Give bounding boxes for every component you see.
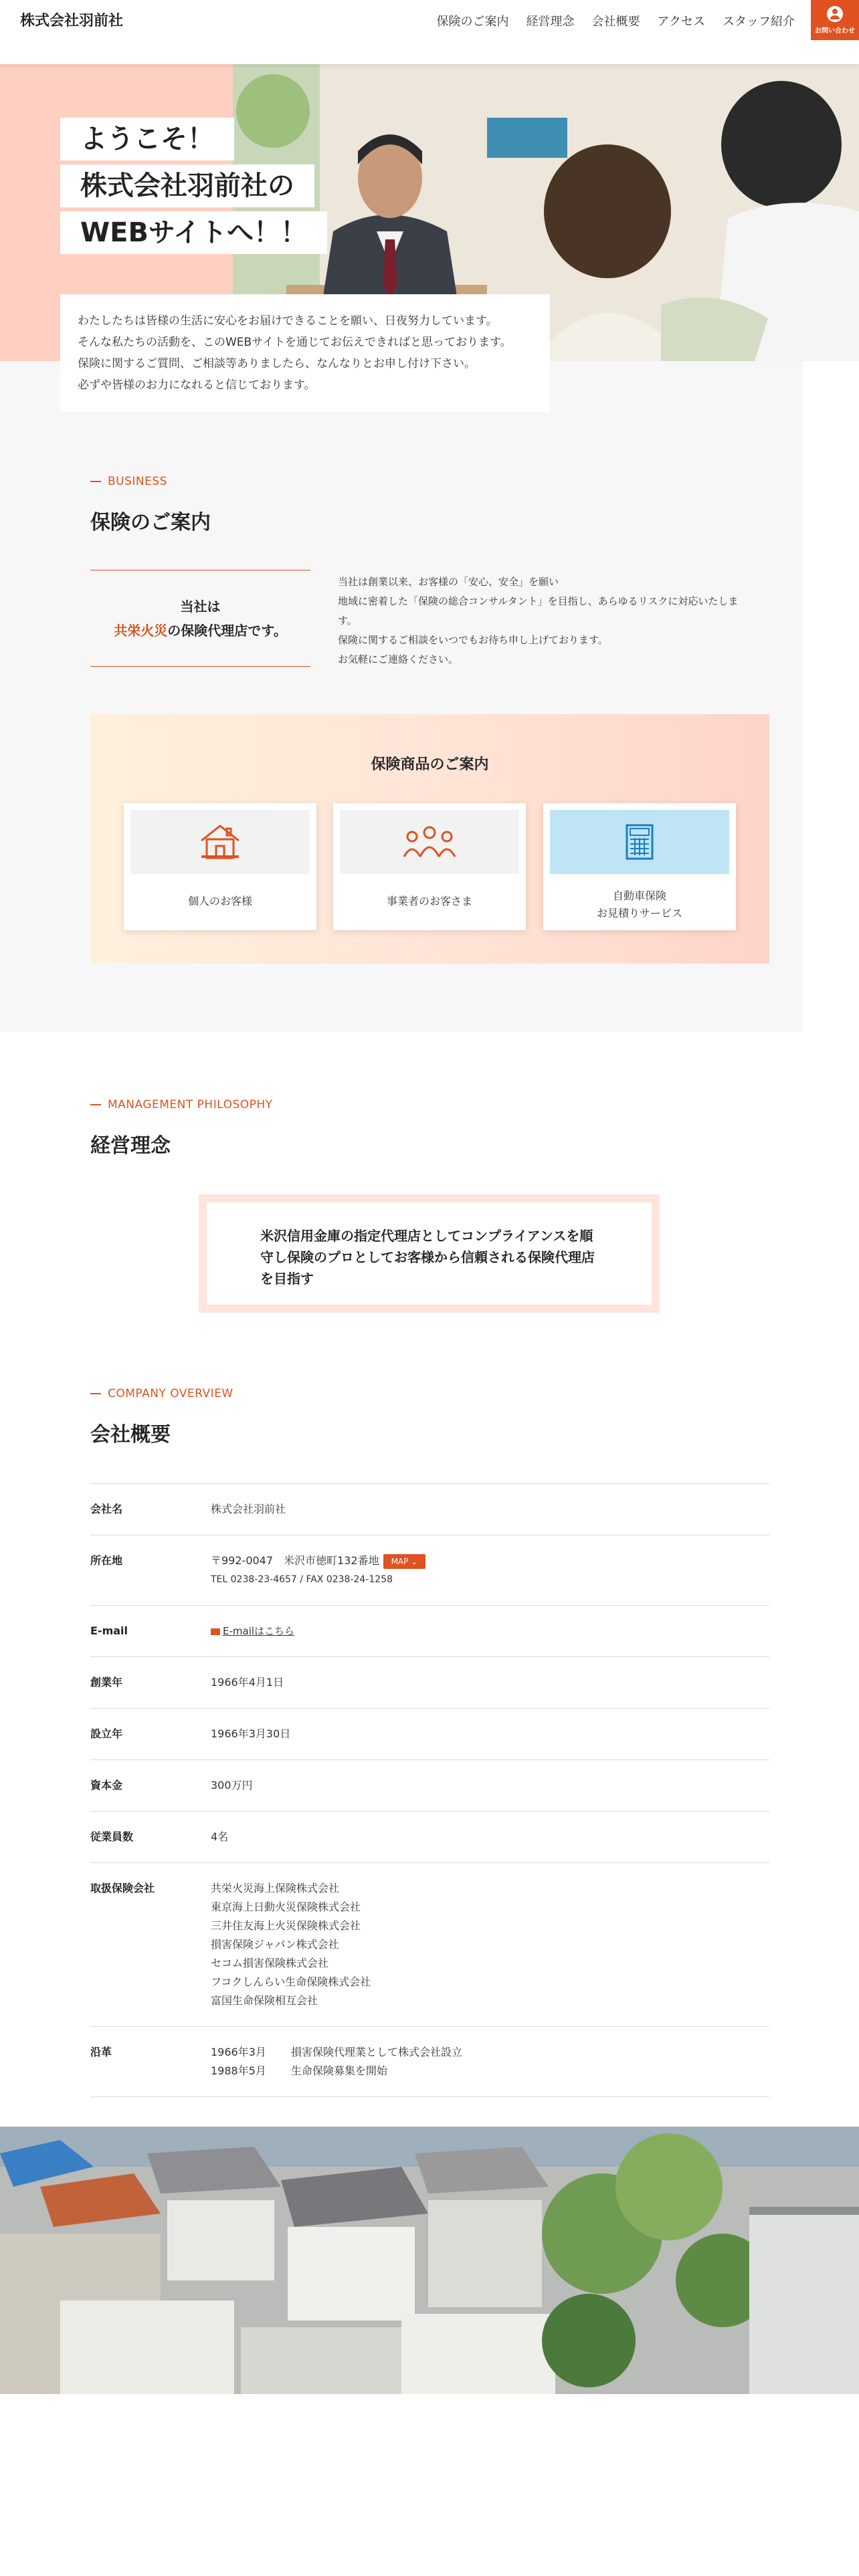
philosophy-statement-box	[199, 1194, 660, 1313]
row-value	[211, 1622, 769, 1640]
insurer-item: 富国生命保険相互会社	[211, 1994, 318, 2007]
people-icon	[401, 825, 458, 859]
agency-text-line: 地域に密着した「保険の総合コンサルタント」を目指し、あらゆるリスクに対応いたしま	[338, 595, 739, 607]
philosophy-line: 米沢信用金庫の指定代理店としてコンプライアンスを順	[260, 1228, 593, 1244]
insurer-item: 共栄火災海上保険株式会社	[211, 1882, 340, 1895]
agency-text-line: 保険に関するご相談をいつでもお待ち申し上げております。	[338, 634, 608, 646]
row-key: 所在地	[90, 1554, 123, 1567]
envelope-icon	[211, 1628, 220, 1635]
address-text: 〒992-0047 米沢市徳町132番地	[211, 1554, 379, 1567]
table-row	[90, 1483, 769, 1535]
calculator-icon	[625, 823, 654, 861]
row-value: 1966年4月1日	[211, 1676, 284, 1689]
products-panel	[90, 714, 769, 964]
user-icon	[827, 6, 843, 22]
row-value	[211, 1551, 769, 1589]
philosophy-line: 守し保険のプロとしてお客様から信頼される保険代理店	[260, 1249, 595, 1265]
nav-access[interactable]: アクセス	[657, 15, 705, 29]
agency-text-line: 当社は創業以来、お客様の「安心、安全」を願い	[338, 576, 559, 588]
tel-fax: TEL 0238-23-4657 / FAX 0238-24-1258	[211, 1574, 393, 1585]
philosophy-statement	[260, 1225, 608, 1289]
product-card-auto[interactable]	[543, 803, 736, 930]
contact-button[interactable]	[811, 0, 859, 40]
row-value: 1966年3月30日	[211, 1727, 291, 1740]
town-photo	[0, 2127, 859, 2394]
table-row	[90, 1708, 769, 1759]
hero-title-line: ようこそ！	[60, 118, 234, 160]
card-thumb	[550, 810, 729, 874]
card-label	[543, 887, 736, 922]
table-row	[90, 1759, 769, 1811]
business-title: 保険のご案内	[90, 511, 211, 534]
history-item	[211, 2062, 769, 2080]
email-link[interactable]	[211, 1625, 294, 1637]
agency-box	[90, 570, 310, 667]
nav-company[interactable]: 会社概要	[591, 15, 640, 29]
contact-button-label: お問い合わせ	[815, 27, 855, 35]
row-key: 設立年	[90, 1727, 123, 1740]
map-button-label: MAP	[391, 1556, 409, 1566]
nav-philosophy[interactable]: 経営理念	[526, 15, 575, 29]
company-eyebrow: COMPANY OVERVIEW	[90, 1387, 233, 1400]
philosophy-eyebrow: MANAGEMENT PHILOSOPHY	[90, 1098, 273, 1111]
map-button[interactable]: MAP ⌄	[383, 1554, 426, 1569]
row-value	[211, 2043, 769, 2080]
card-label: 個人のお客様	[187, 895, 252, 907]
row-key: 取扱保険会社	[90, 1882, 155, 1895]
table-row	[90, 1656, 769, 1708]
philosophy-title: 経営理念	[90, 1134, 171, 1158]
insurer-item: 損害保険ジャパン株式会社	[211, 1938, 339, 1951]
card-label-line: 自動車保険	[612, 889, 666, 902]
history-event: 損害保険代理業として株式会社設立	[291, 2046, 463, 2058]
card-thumb	[130, 810, 310, 874]
card-thumb	[340, 810, 519, 874]
agency-text-line: す。	[338, 615, 357, 627]
hero-intro	[60, 294, 550, 412]
row-key: 会社名	[90, 1503, 123, 1515]
table-row	[90, 1605, 769, 1656]
house-icon	[199, 823, 242, 861]
insurer-item: セコム損害保険株式会社	[211, 1957, 329, 1969]
product-card-personal[interactable]	[124, 803, 316, 930]
hero-title-line: WEBサイトへ！！	[60, 211, 327, 254]
card-label: 事業者のお客さま	[386, 895, 472, 907]
row-key: 資本金	[90, 1779, 123, 1792]
town-photo-illustration	[0, 2127, 859, 2394]
card-label-line: お見積りサービス	[596, 907, 682, 920]
agency-description	[338, 572, 773, 669]
history-item	[211, 2043, 769, 2062]
history-date: 1966年3月	[211, 2046, 266, 2058]
insurer-item: 東京海上日動火災保険株式会社	[211, 1901, 361, 1913]
product-card-business[interactable]	[333, 803, 526, 930]
site-logo[interactable]: 株式会社羽前社	[20, 13, 124, 29]
table-row	[90, 1811, 769, 1862]
table-row	[90, 1862, 769, 2026]
agency-line2	[90, 619, 310, 643]
history-event: 生命保険募集を開始	[291, 2064, 388, 2077]
row-value: 4名	[211, 1830, 229, 1843]
hero	[0, 64, 859, 392]
row-value	[211, 1879, 769, 2010]
nav-staff[interactable]: スタッフ紹介	[723, 15, 795, 29]
table-row	[90, 2026, 769, 2097]
row-key: 沿革	[90, 2046, 112, 2058]
insurer-item: 三井住友海上火災保険株式会社	[211, 1919, 361, 1932]
hero-intro-line: そんな私たちの活動を、このWEBサイトを通じてお伝えできればと思っております。	[78, 336, 512, 349]
products-title: 保険商品のご案内	[371, 756, 489, 773]
row-value: 300万円	[211, 1779, 253, 1792]
email-link-label: E-mailはこちら	[223, 1625, 295, 1637]
nav-insurance[interactable]: 保険のご案内	[436, 15, 509, 29]
row-key: 創業年	[90, 1676, 123, 1689]
history-date: 1988年5月	[211, 2064, 266, 2077]
table-row	[90, 1535, 769, 1605]
insurer-item: フコクしんらい生命保険株式会社	[211, 1975, 371, 1988]
agency-line1: 当社は	[180, 598, 221, 615]
company-title: 会社概要	[90, 1423, 171, 1446]
agency-line2-rest: の保険代理店です。	[167, 622, 287, 639]
hero-intro-line: わたしたちは皆様の生活に安心をお届けできることを願い、日夜努力しています。	[78, 314, 498, 328]
agency-highlight: 共栄火災	[114, 622, 168, 639]
row-value: 株式会社羽前社	[211, 1503, 286, 1515]
business-eyebrow: BUSINESS	[90, 475, 167, 488]
hero-intro-line: 保険に関するご質問、ご相談等ありましたら、なんなりとお申し付け下さい。	[78, 357, 476, 370]
site-header	[0, 0, 859, 64]
company-table	[90, 1483, 769, 2097]
row-key: E-mail	[90, 1624, 128, 1637]
agency-text-line: お気軽にご連絡ください。	[338, 653, 459, 665]
hero-intro-line: 必ずや皆様のお力になれると信じております。	[78, 379, 316, 392]
hero-title	[60, 118, 327, 258]
philosophy-line: を目指す	[260, 1271, 314, 1287]
main-nav	[437, 12, 795, 29]
hero-title-line: 株式会社羽前社の	[60, 165, 314, 207]
row-key: 従業員数	[90, 1830, 134, 1843]
